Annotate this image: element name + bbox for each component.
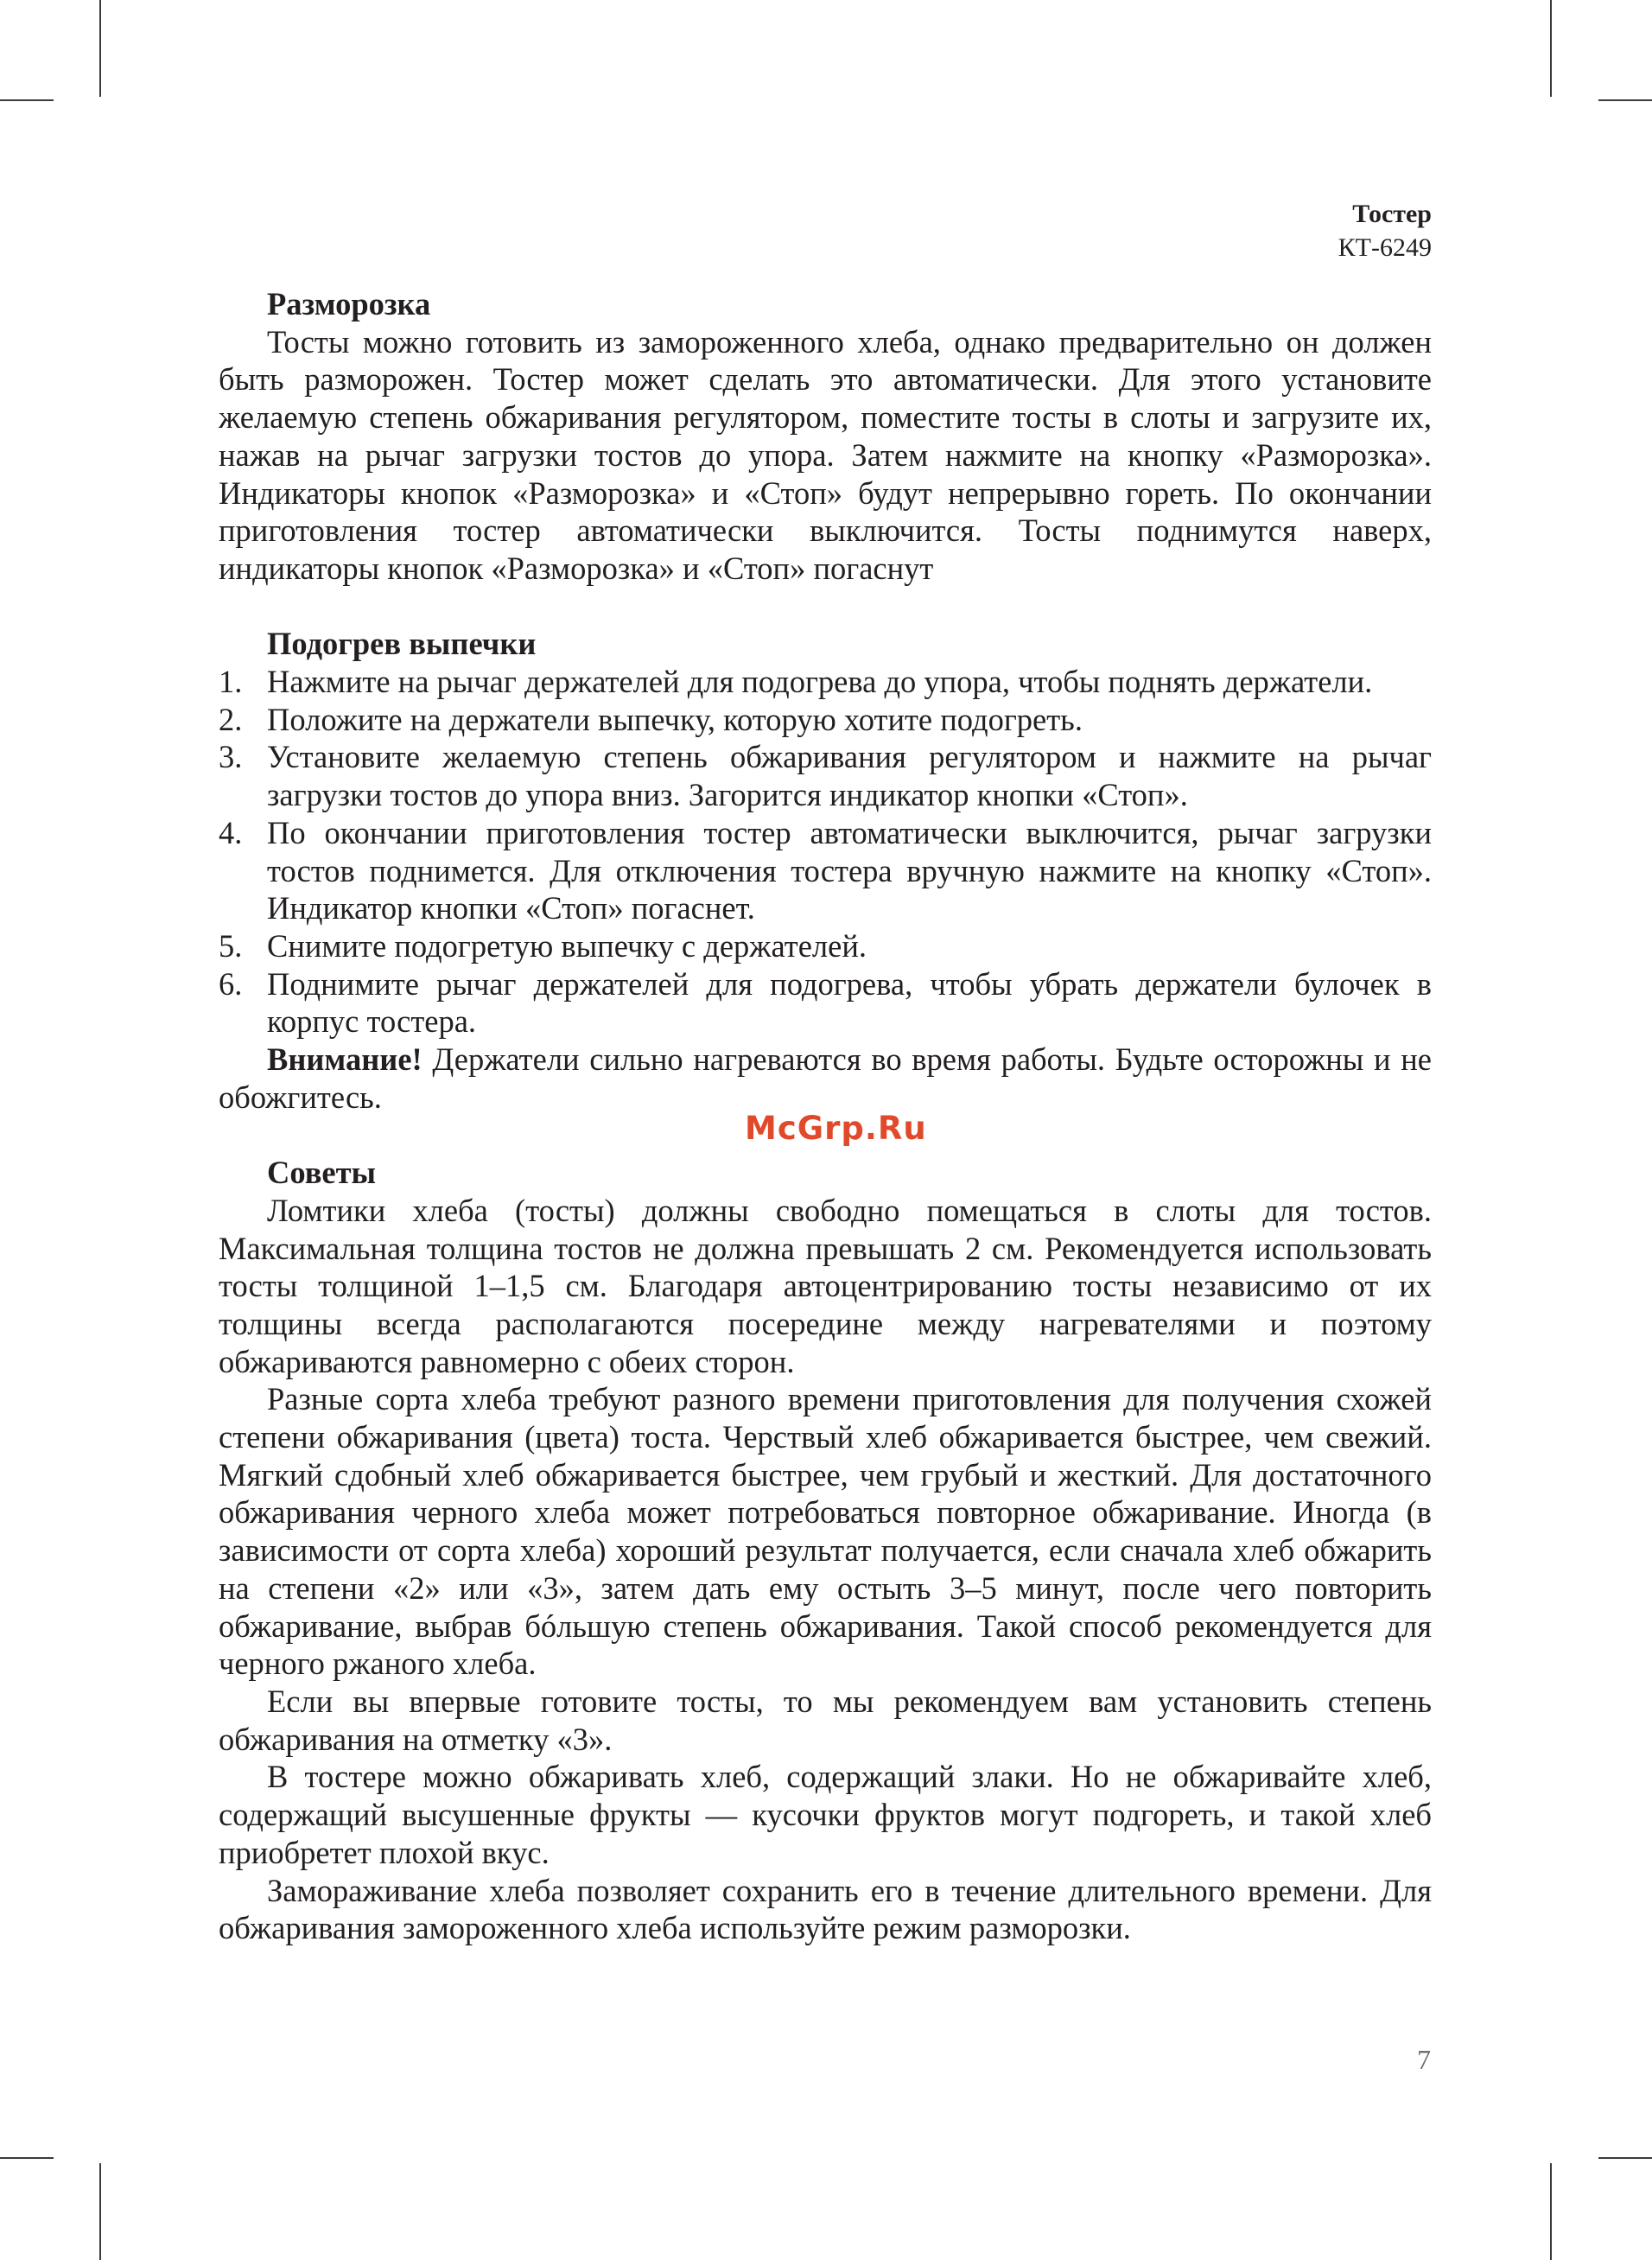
list-item (219, 814, 1432, 927)
tips-paragraph: Разные сорта хлеба требуют разного времени приготовления для получения схожей степени обжаривания (цвета) тоста. Черствый хлеб обжаривается быстрее, чем свежий. Мягкий сдобный хлеб обжаривается быстрее, чем грубый и жесткий. Для достаточного обжаривания черного хлеба может потребоваться повторное обжаривание. Иногда (в зависимости от сорта хлеба) хороший результат получается, если сначала хлеб обжарить на степени «2» или «3», затем дать ему остыть 3–5 минут, после чего повторить обжаривание, выбрав бóльшую степень обжаривания. Такой способ рекомендуется для черного ржаного хлеба. (219, 1381, 1432, 1682)
tips-section (219, 1154, 1432, 1947)
step-number: 1. (219, 664, 243, 700)
list-item (219, 927, 1432, 965)
header-title: Тостер (1352, 200, 1432, 228)
crop-mark (0, 99, 54, 101)
crop-mark (0, 2157, 54, 2159)
crop-mark (1550, 2163, 1552, 2260)
step-number: 4. (219, 814, 243, 850)
list-item (219, 965, 1432, 1041)
reheat-heading: Подогрев выпечки (267, 626, 537, 662)
crop-mark (1550, 0, 1552, 97)
crop-mark (99, 0, 101, 97)
warning-label: Внимание! (267, 1041, 423, 1078)
page-number: 7 (1417, 2044, 1431, 2075)
crop-mark (99, 2163, 101, 2260)
tips-paragraph: Замораживание хлеба позволяет сохранить его в течение длительного времени. Для обжаривания замороженного хлеба используйте режим разморозки. (219, 1872, 1432, 1946)
crop-mark (1598, 2157, 1652, 2159)
tips-paragraph: Ломтики хлеба (тосты) должны свободно помещаться в слоты для тостов. Максимальная толщина тостов не должна превышать 2 см. Рекомендуется использовать тосты толщиной 1–1,5 см. Благодаря автоцентрированию тосты независимо от их толщины всегда располагаются посередине между нагревателями и поэтому обжариваются равномерно с обеих сторон. (219, 1192, 1432, 1379)
defrost-section (219, 285, 1432, 588)
list-item (219, 701, 1432, 739)
tips-paragraph: В тостере можно обжаривать хлеб, содержащий злаки. Но не обжаривайте хлеб, содержащий высушенные фрукты — кусочки фруктов могут подгореть, и такой хлеб приобретет плохой вкус. (219, 1759, 1432, 1870)
warning-text: Держатели сильно нагреваются во время работы. Будьте осторожны и не обожгитесь. (219, 1041, 1433, 1115)
crop-mark (1598, 99, 1652, 101)
step-text: Нажмите на рычаг держателей для подогрева до упора, чтобы поднять держатели. (267, 664, 1373, 700)
page-header (1338, 197, 1432, 264)
warning-note (219, 1041, 1432, 1116)
reheat-section (219, 625, 1432, 1116)
step-text: Положите на держатели выпечку, которую хотите подогреть. (267, 701, 1083, 737)
step-text: Установите желаемую степень обжаривания регулятором и нажмите на рычаг загрузки тостов до упора вниз. Загорится индикатор кнопки «Стоп». (267, 739, 1432, 813)
tips-paragraph: Если вы впервые готовите тосты, то мы рекомендуем вам установить степень обжаривания на отметку «3». (219, 1683, 1432, 1757)
step-number: 5. (219, 927, 243, 964)
reheat-steps (219, 663, 1432, 1041)
tips-heading: Советы (267, 1155, 377, 1191)
step-number: 3. (219, 739, 243, 775)
step-text: Поднимите рычаг держателей для подогрева, чтобы убрать держатели булочек в корпус тостера. (267, 965, 1432, 1040)
step-text: Снимите подогретую выпечку с держателей. (267, 927, 867, 964)
step-number: 6. (219, 965, 243, 1002)
list-item (219, 663, 1432, 701)
list-item (219, 738, 1432, 813)
defrost-paragraph: Тосты можно готовить из замороженного хлеба, однако предварительно он должен быть разморожен. Тостер может сделать это автоматически. Для этого установите желаемую степень обжаривания регулятором, поместите тосты в слоты и загрузите их, нажав на рычаг загрузки тостов до упора. Затем нажмите на кнопку «Разморозка». Индикаторы кнопок «Разморозка» и «Стоп» будут непрерывно гореть. По окончании приготовления тостер автоматически выключится. Тосты поднимутся наверх, индикаторы кнопок «Разморозка» и «Стоп» погаснут (219, 323, 1432, 586)
step-text: По окончании приготовления тостер автоматически выключится, рычаг загрузки тостов поднимется. Для отключения тостера вручную нажмите на кнопку «Стоп». Индикатор кнопки «Стоп» погаснет. (267, 814, 1432, 926)
header-model: КТ-6249 (1337, 233, 1432, 262)
defrost-heading: Разморозка (267, 286, 431, 321)
step-number: 2. (219, 701, 243, 737)
watermark: McGrp.Ru (745, 1110, 927, 1147)
